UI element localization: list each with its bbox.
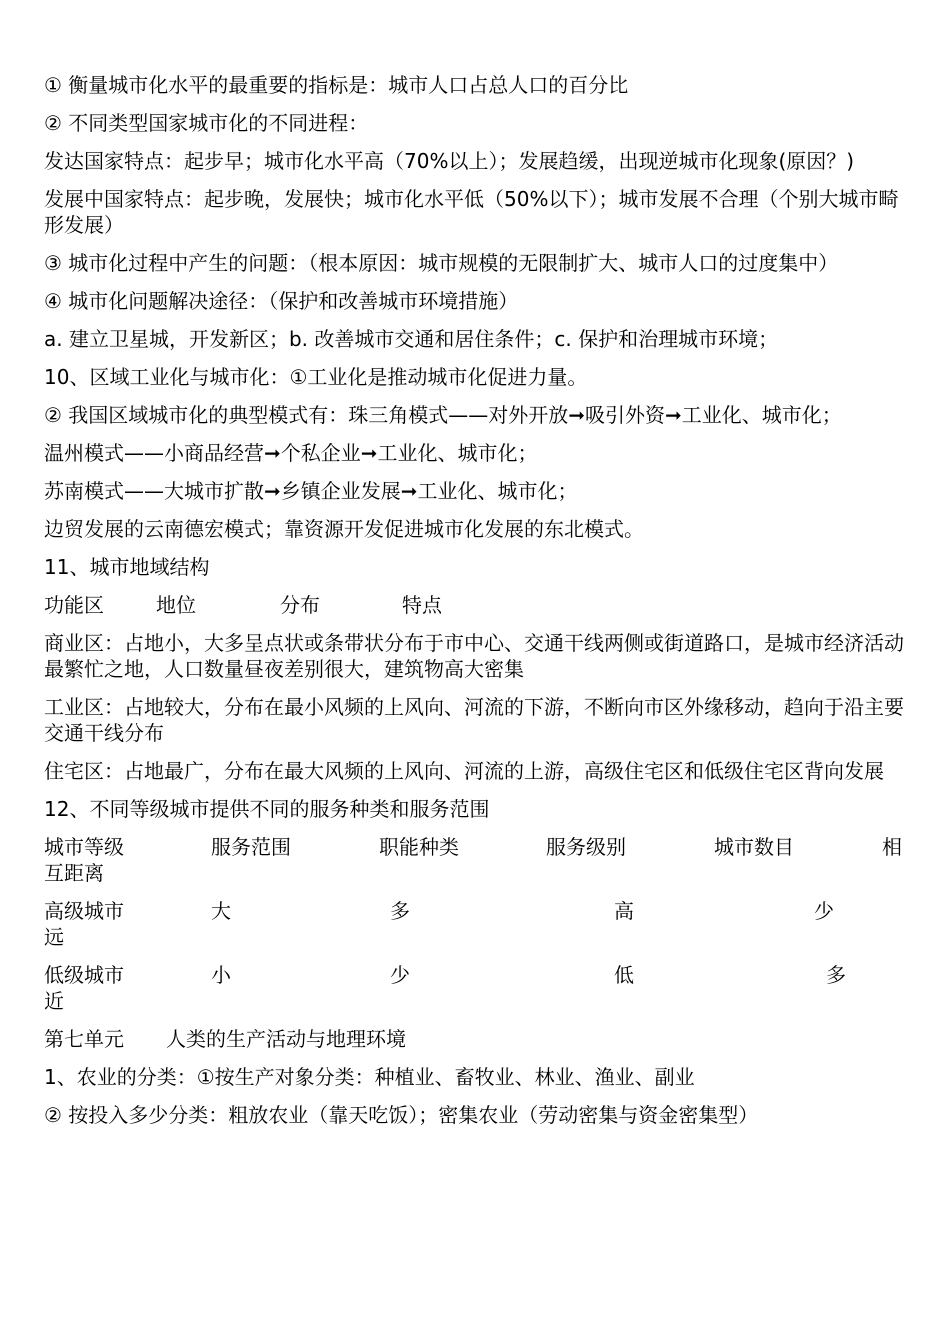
section-12-heading: 12、不同等级城市提供不同的服务种类和服务范围 <box>44 797 490 821</box>
section-11-heading: 11、城市地域结构 <box>44 555 210 579</box>
commercial-zone: 商业区：占地小，大多呈点状或条带状分布于市中心、交通干线两侧或街道路口，是城市经济活动最繁忙之地，人口数量昼夜差别很大，建筑物高大密集 <box>44 631 904 681</box>
section-10-heading: 10、区域工业化与城市化：①工业化是推动城市化促进力量。 <box>44 365 588 389</box>
high-city-count: 少 <box>814 899 834 923</box>
zone-header-features: 特点 <box>402 593 442 617</box>
zone-header-distribution: 分布 <box>280 593 320 617</box>
high-city-level: 高级城市 <box>44 899 124 923</box>
unit-7-number: 第七单元 <box>44 1027 124 1051</box>
developed-countries: 发达国家特点：起步早；城市化水平高（70%以上）；发展趋缓，出现逆城市化现象(原因？) <box>44 149 855 173</box>
high-function-types: 多 <box>390 899 410 923</box>
urbanization-indicator: ① 衡量城市化水平的最重要的指标是：城市人口占总人口的百分比 <box>44 73 629 97</box>
zone-header-status: 地位 <box>156 593 196 617</box>
city-table-row-low <box>44 962 906 1014</box>
sunan-model: 苏南模式——大城市扩散➞乡镇企业发展➞工业化、城市化； <box>44 479 578 503</box>
residential-zone: 住宅区：占地最广，分布在最大风频的上风向、河流的上游，高级住宅区和低级住宅区背向发展 <box>44 759 884 783</box>
urbanization-process-heading: ② 不同类型国家城市化的不同进程： <box>44 111 369 135</box>
zone-header-row <box>44 592 906 618</box>
header-distance-start: 相 <box>882 835 902 859</box>
low-distance: 近 <box>44 989 64 1013</box>
low-function-types: 少 <box>390 963 410 987</box>
other-models: 边贸发展的云南德宏模式；靠资源开发促进城市化发展的东北模式。 <box>44 517 644 541</box>
low-city-level: 低级城市 <box>44 963 124 987</box>
high-service-range: 大 <box>211 899 231 923</box>
low-service-level: 低 <box>614 963 634 987</box>
low-city-count: 多 <box>826 963 846 987</box>
document-page <box>44 72 906 1140</box>
header-city-level: 城市等级 <box>44 835 124 859</box>
urbanization-solutions: ④ 城市化问题解决途径：（保护和改善城市环境措施） <box>44 289 519 313</box>
agriculture-input-classification: ② 按投入多少分类：粗放农业（靠天吃饭）；密集农业（劳动密集与资金密集型） <box>44 1103 759 1127</box>
solution-measures: a. 建立卫星城，开发新区；b. 改善城市交通和居住条件；c. 保护和治理城市环境； <box>44 327 779 351</box>
header-service-range: 服务范围 <box>211 835 291 859</box>
agriculture-classification: 1、农业的分类：①按生产对象分类：种植业、畜牧业、林业、渔业、副业 <box>44 1065 695 1089</box>
header-function-types: 职能种类 <box>379 835 459 859</box>
city-table-row-high <box>44 898 906 950</box>
header-city-count: 城市数目 <box>714 835 794 859</box>
industrial-zone: 工业区：占地较大，分布在最小风频的上风向、河流的下游，不断向市区外缘移动，趋向于沿主要交通干线分布 <box>44 695 904 745</box>
header-distance-end: 互距离 <box>44 861 104 885</box>
high-service-level: 高 <box>614 899 634 923</box>
unit-7-heading <box>44 1026 906 1052</box>
urbanization-problems: ③ 城市化过程中产生的问题：（根本原因：城市规模的无限制扩大、城市人口的过度集中） <box>44 251 839 275</box>
high-distance: 远 <box>44 925 64 949</box>
city-table-header <box>44 834 906 886</box>
header-service-level: 服务级别 <box>546 835 626 859</box>
pearl-river-model: ② 我国区域城市化的典型模式有：珠三角模式——对外开放➞吸引外资➞工业化、城市化； <box>44 403 842 427</box>
developing-countries: 发展中国家特点：起步晚，发展快；城市化水平低（50%以下）；城市发展不合理（个别大城市畸形发展） <box>44 187 899 237</box>
unit-7-title: 人类的生产活动与地理环境 <box>166 1027 406 1051</box>
low-service-range: 小 <box>211 963 231 987</box>
zone-header-function: 功能区 <box>44 593 104 617</box>
wenzhou-model: 温州模式——小商品经营➞个私企业➞工业化、城市化； <box>44 441 538 465</box>
